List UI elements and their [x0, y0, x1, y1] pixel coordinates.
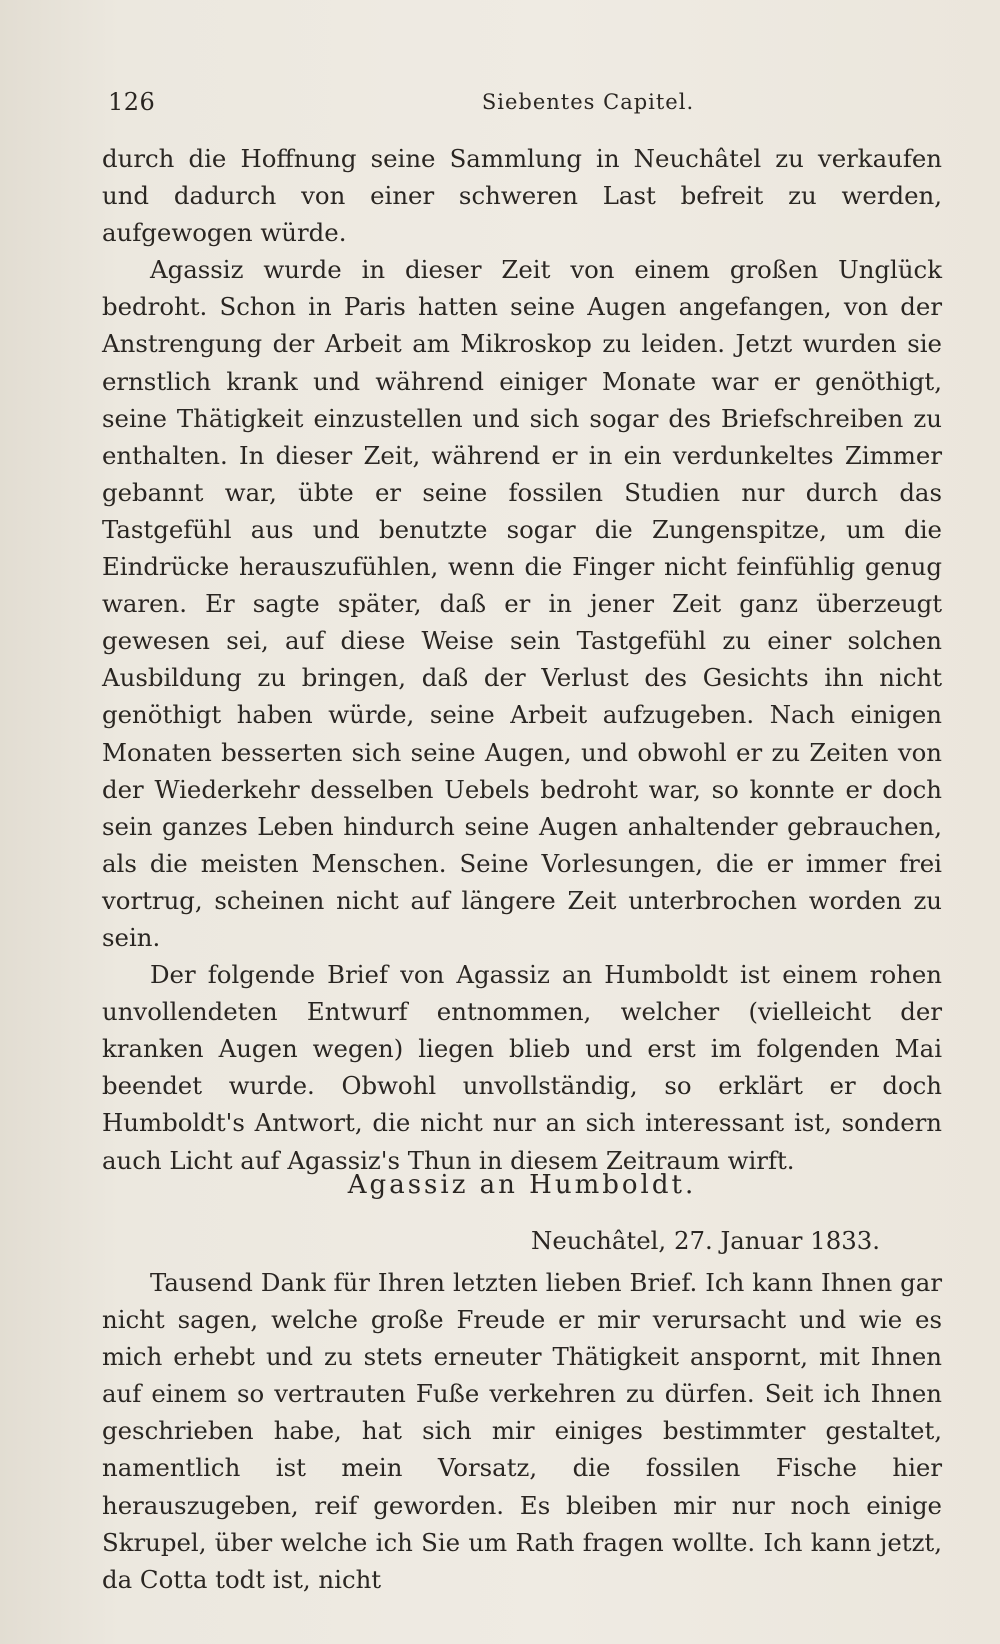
letter-dateline: Neuchâtel, 27. Januar 1833. — [531, 1226, 880, 1255]
paragraph-eye-illness: Agassiz wurde in dieser Zeit von einem großen Unglück bedroht. Schon in Paris hatten seine Augen angefangen, von der Anstrengung der Arbeit am Mikroskop zu leiden. Jetzt wurden sie ernstlich krank und während einiger Monate war er genöthigt, seine Thätigkeit einzustellen und sich sogar des Briefschreiben zu enthalten. In dieser Zeit, während er in ein verdunkeltes Zimmer gebannt war, übte er seine fossilen Studien nur durch das Tastgefühl aus und benutzte sogar die Zungenspitze, um die Eindrücke herauszufühlen, wenn die Finger nicht feinfühlig genug waren. Er sagte später, daß er in jener Zeit ganz überzeugt gewesen sei, auf diese Weise sein Tastgefühl zu einer solchen Ausbildung zu bringen, daß der Verlust des Gesichts ihn nicht genöthigt haben würde, seine Arbeit aufzugeben. Nach einigen Monaten besserten sich seine Augen, und obwohl er zu Zeiten von der Wiederkehr desselben Uebels bedroht war, so konnte er doch sein ganzes Leben hindurch seine Augen anhaltender gebrauchen, als die meisten Menschen. Seine Vorlesungen, die er immer frei vortrug, scheinen nicht auf längere Zeit unterbrochen worden zu sein. — [102, 255, 942, 952]
paragraph-letter-intro: Der folgende Brief von Agassiz an Humboldt ist einem rohen unvollendeten Entwurf entnommen, welcher (vielleicht der kranken Augen wegen) liegen blieb und erst im folgenden Mai beendet wurde. Obwohl unvollständig, so erklärt er doch Humboldt's Antwort, die nicht nur an sich interessant ist, sondern auch Licht auf Agassiz's Thun in diesem Zeitraum wirft. — [102, 960, 942, 1175]
page-number: 126 — [108, 88, 156, 116]
chapter-title: Siebentes Capitel. — [481, 90, 695, 114]
letter-paragraph: Tausend Dank für Ihren letzten lieben Brief. Ich kann Ihnen gar nicht sagen, welche große Freude er mir verursacht und wie es mich erhebt und zu stets erneuter Thätigkeit anspornt, mit Ihnen auf einem so vertrauten Fuße verkehren zu dürfen. Seit ich Ihnen geschrieben habe, hat sich mir einiges bestimmter gestaltet, namentlich ist mein Vorsatz, die fossilen Fische hier herauszugeben, reif geworden. Es bleiben mir nur noch einige Skrupel, über welche ich Sie um Rath fragen wollte. Ich kann jetzt, da Cotta todt ist, nicht — [102, 1268, 942, 1594]
letter-heading: Agassiz an Humboldt. — [347, 1170, 697, 1200]
paragraph-continued: durch die Hoffnung seine Sammlung in Neuchâtel zu verkaufen und dadurch von einer schweren Last befreit zu werden, aufgewogen würde. — [102, 144, 942, 248]
letter-body — [102, 1264, 942, 1598]
running-head — [108, 88, 938, 124]
body-text — [102, 140, 942, 1179]
